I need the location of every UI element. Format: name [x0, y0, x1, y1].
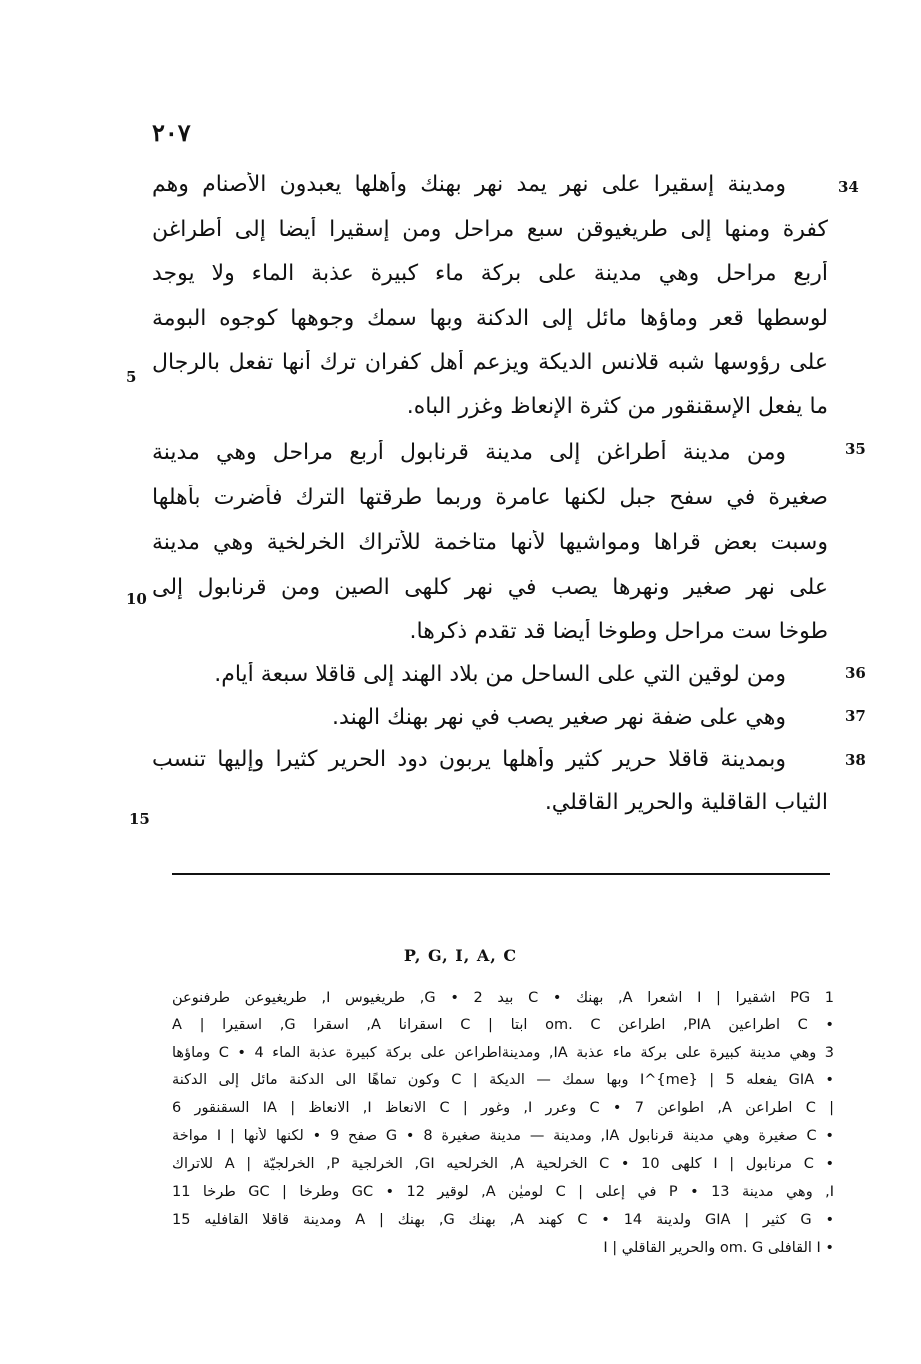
- text-line: ومن مدينة أطراغن إلى مدينة قرنابول أربع مراحل وهي مدينة: [152, 440, 786, 465]
- text-line: وسبت بعض قراها ومواشيها لأنها متاخمة للأتراك الخرلخية وهي مدينة: [152, 530, 828, 555]
- line-number: 10: [126, 590, 147, 608]
- paragraph-number: 36: [845, 664, 866, 682]
- apparatus-line: 3 وهي مدينة كبيرة على بركة ماء عذبة IA, ومدينةاطراعن على بركة كبيرة عذبة الماء C • 4 وماؤها: [172, 1045, 834, 1061]
- apparatus-line: | C اطراعن A, اطواعن 7 • C وعرر I, وغور | C الانعاظ I, الانعاظ | IA السقنقور 6: [172, 1100, 834, 1116]
- apparatus-line: I, وهي مدينة 13 • P في إعلى | C لوميٰن A, لوقير 12 • GC وطرخا | GC طرخا 11: [172, 1184, 834, 1200]
- line-number: 15: [129, 810, 150, 828]
- page-number: ٢٠٧: [152, 118, 191, 147]
- text-line: صغيرة في سفح جبل لكنها عامرة وربما طرقتها الترك فأضرت بأهلها: [152, 485, 828, 510]
- text-line: الثياب القاقلية والحرير القاقلي.: [544, 790, 828, 815]
- text-line: على نهر صغير ونهرها يصب في نهر كلهى الصين ومن قرنابول إلى: [152, 575, 828, 600]
- text-line: كفرة ومنها إلى طريغيوقن سبع مراحل ومن إسقيرا أيضا إلى أطراغن: [152, 217, 828, 242]
- text-line: وهي على ضفة نهر صغير يصب في نهر بهنك الهند.: [332, 705, 786, 730]
- text-line: على رؤوسها شبه قلانس الديكة ويزعم أهل كفران ترك أنها تفعل بالرجال: [152, 350, 828, 375]
- text-line: طوخا ست مراحل وطوخا أيضا قد تقدم ذكرها.: [409, 619, 828, 644]
- footnote-divider: [172, 873, 830, 875]
- text-line: أربع مراحل وهي مدينة على بركة ماء كبيرة عذبة الماء ولا يوجد: [152, 261, 828, 286]
- apparatus-line: • C مرنابول | I كلهى 10 • C الخرلحية A, الخرلحيه GI, الخرلجية P, الخرلجيّة | A للاتراك: [172, 1156, 834, 1172]
- apparatus-line: • I القافلى om. G والحرير القاقلي | I: [603, 1240, 834, 1256]
- text-line: ومدينة إسقيرا على نهر يمد نهر بهنك وأهلها يعبدون الأصنام وهم: [152, 172, 786, 197]
- paragraph-number: 37: [845, 707, 866, 725]
- text-line: ما يفعل الإسقنقور من كثرة الإنعاظ وغزر الباه.: [406, 394, 828, 419]
- text-line: ومن لوقين التي على الساحل من بلاد الهند إلى قاقلا سبعة أيام.: [214, 662, 786, 687]
- apparatus-line: • C اطراعين PIA, اطراعن om. C ابتا | C اسقرانا A, اسقرا G, اسقيرا | A: [172, 1017, 834, 1033]
- text-line: وبمدينة قاقلا حرير كثير وأهلها يربون دود الحرير كثيرا وإليها تنسب: [152, 747, 786, 772]
- apparatus-line: 1 PG اشقيرا | I اشعرا A, بهنك • C بيد 2 • G, طريغيوس I, طريغيوعن طرفنوعن: [172, 990, 834, 1006]
- apparatus-line: • G كثير | GIA ولدينة 14 • C كهند A, بهنك G, بهنك | A ومدينة قاقلا القافليه 15: [172, 1212, 834, 1228]
- paragraph-number: 38: [845, 751, 866, 769]
- paragraph-number: 34: [838, 178, 859, 196]
- apparatus-line: • C صغيرة وهي مدينة قرنابول IA, ومدينة — مدينة صغيرة 8 • G صفح 9 • لكنها لأنها | I مواخة: [172, 1128, 834, 1144]
- manuscript-sigla: P, G, I, A, C: [403, 946, 518, 965]
- text-line: لوسطها قعر وماؤها مائل إلى الدكنة وبها سمك وجوهها كوجوه البومة: [152, 306, 828, 331]
- apparatus-line: • GIA يفعله 5 | I^{me} وبها سمك — الديكة | C وكون تماهًا الى الدكنة مائل إلى الدكنة: [172, 1072, 834, 1088]
- paragraph-number: 35: [845, 440, 866, 458]
- line-number: 5: [126, 368, 137, 386]
